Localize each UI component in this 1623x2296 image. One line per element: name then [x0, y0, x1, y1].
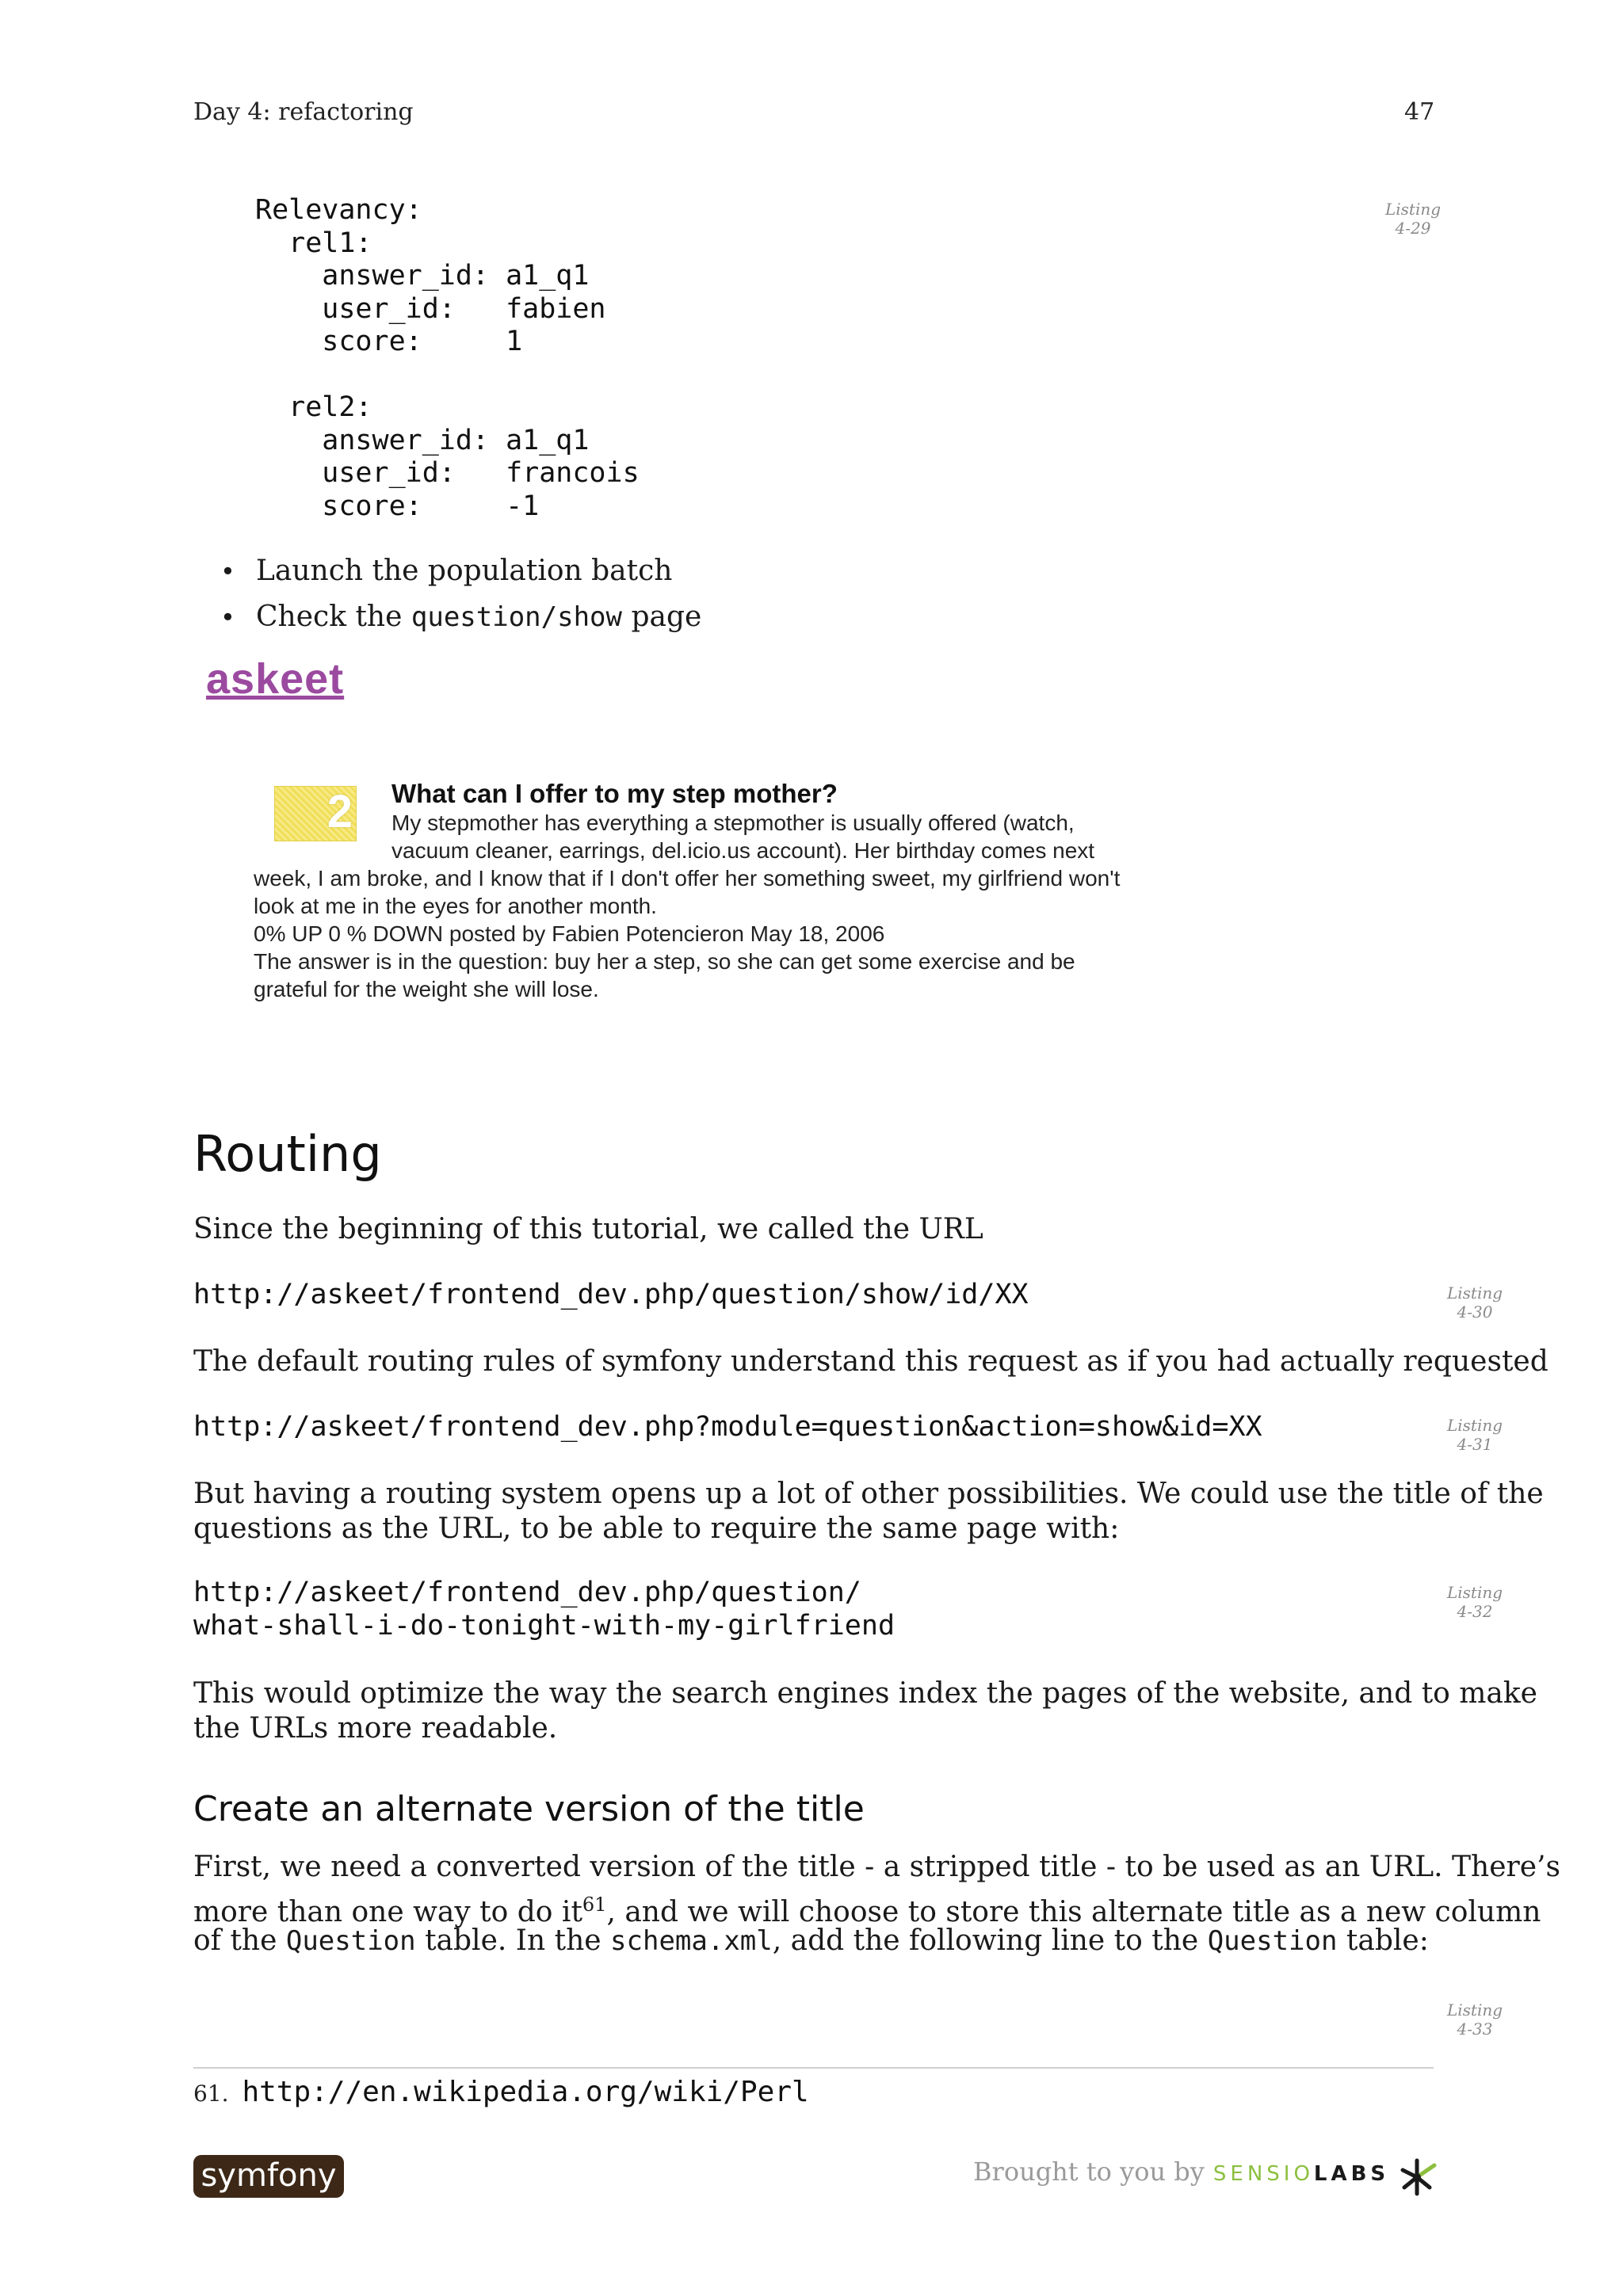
footnote-ref[interactable]: 61: [582, 1894, 607, 1916]
askeet-screenshot: [204, 654, 1235, 1011]
inline-code: Question: [285, 1925, 416, 1957]
text-run: , and we will choose to store this alternate title as a new column: [606, 1896, 1541, 1928]
listing-label-number: 4-32: [1457, 1602, 1493, 1621]
bullet-text: Check the: [256, 601, 403, 633]
listing-label-number: 4-31: [1457, 1435, 1493, 1454]
alternate-paragraph-line: [193, 1924, 1429, 1958]
sensiolabs-credit: [973, 2157, 1439, 2197]
question-body-line: My stepmother has everything a stepmother is usually offered (watch,: [391, 810, 1075, 835]
listing-label-number: 4-30: [1457, 1302, 1493, 1322]
footnote-number: 61.: [193, 2081, 229, 2107]
vote-count-box: [274, 786, 357, 841]
question-title[interactable]: What can I offer to my step mother?: [391, 779, 838, 808]
routing-paragraph-line: the URLs more readable.: [193, 1712, 558, 1745]
answer-line: grateful for the weight she will lose.: [254, 977, 599, 1001]
listing-label-word: Listing: [1446, 1283, 1503, 1302]
code-listing-4-31: http://askeet/frontend_dev.php?module=question&action=show&id=XX: [193, 1411, 1262, 1443]
code-listing-4-30: http://askeet/frontend_dev.php/question/show/id/XX: [193, 1279, 1029, 1310]
symfony-logo: symfony: [193, 2155, 344, 2198]
answer-line: The answer is in the question: buy her a step, so she can get some exercise and be: [254, 949, 1075, 974]
vote-count: 2: [327, 786, 353, 837]
routing-paragraph: The default routing rules of symfony understand this request as if you had actually requested: [193, 1345, 1549, 1378]
brought-to-you-text: Brought to you by: [973, 2157, 1205, 2187]
listing-label-4-33: [1439, 2000, 1510, 2039]
listing-label-4-30: [1439, 1283, 1510, 1322]
question-body-line: vacuum cleaner, earrings, del.icio.us account). Her birthday comes next: [391, 838, 1095, 863]
footnote-divider: [193, 2067, 1434, 2069]
routing-paragraph-line: But having a routing system opens up a lot of other possibilities. We could use the title of the: [193, 1478, 1544, 1510]
bullet-text: page: [631, 601, 702, 633]
askeet-logo[interactable]: askeet: [206, 655, 345, 703]
listing-label-4-31: [1439, 1416, 1510, 1454]
inline-code: question/show: [411, 601, 622, 633]
question-body-line: look at me in the eyes for another month.: [254, 894, 657, 918]
subsection-heading: Create an alternate version of the title: [193, 1789, 865, 1829]
question-body-line: week, I am broke, and I know that if I don't offer her something sweet, my girlfriend won't: [254, 866, 1121, 891]
listing-label-number: 4-29: [1395, 219, 1431, 238]
text-run: , add the following line to the: [772, 1924, 1199, 1957]
listing-label-word: Listing: [1446, 2000, 1503, 2019]
footnote-url[interactable]: http://en.wikipedia.org/wiki/Perl: [242, 2076, 809, 2108]
sensiolabs-asterisk-icon: [1398, 2157, 1439, 2197]
listing-label-word: Listing: [1446, 1583, 1503, 1602]
inline-code: Question: [1207, 1925, 1338, 1957]
alternate-paragraph-line: First, we need a converted version of the title - a stripped title - to be used as an URL. There’s: [193, 1851, 1560, 1883]
code-listing-4-32: http://askeet/frontend_dev.php/question/ what-shall-i-do-tonight-with-my-girlfriend: [193, 1577, 896, 1642]
listing-label-4-32: [1439, 1583, 1510, 1621]
text-run: table:: [1346, 1924, 1429, 1957]
list-item: [220, 594, 701, 640]
listing-label-word: Listing: [1446, 1416, 1503, 1435]
bullet-text: Launch the population batch: [256, 555, 673, 587]
text-run: more than one way to do it: [193, 1896, 582, 1928]
text-run: of the: [193, 1924, 277, 1957]
inline-code: schema.xml: [610, 1925, 773, 1957]
sensio-wordmark: SENSIO: [1212, 2162, 1314, 2186]
listing-label-4-29: [1377, 200, 1449, 238]
text-run: table. In the: [425, 1924, 601, 1957]
routing-paragraph-line: questions as the URL, to be able to require the same page with:: [193, 1512, 1120, 1545]
code-listing-4-29: Relevancy: rel1: answer_id: a1_q1 user_id: fabien score: 1 rel2: answer_id: a1_q1 user_id: francois score: -1: [255, 194, 640, 522]
routing-intro: Since the beginning of this tutorial, we called the URL: [193, 1213, 983, 1245]
listing-label-number: 4-33: [1457, 2019, 1493, 2039]
routing-paragraph-line: This would optimize the way the search engines index the pages of the website, and to make: [193, 1677, 1537, 1710]
bullet-list: [220, 548, 701, 640]
section-heading-routing: Routing: [193, 1125, 382, 1183]
running-head-chapter: Day 4: refactoring: [193, 98, 414, 126]
list-item: [220, 548, 701, 594]
footnote: [193, 2076, 809, 2108]
labs-wordmark: LABS: [1313, 2162, 1390, 2186]
listing-label-word: Listing: [1384, 200, 1442, 219]
question-meta: 0% UP 0 % DOWN posted by Fabien Potencieron May 18, 2006: [254, 921, 885, 946]
page-number: 47: [1404, 98, 1435, 126]
